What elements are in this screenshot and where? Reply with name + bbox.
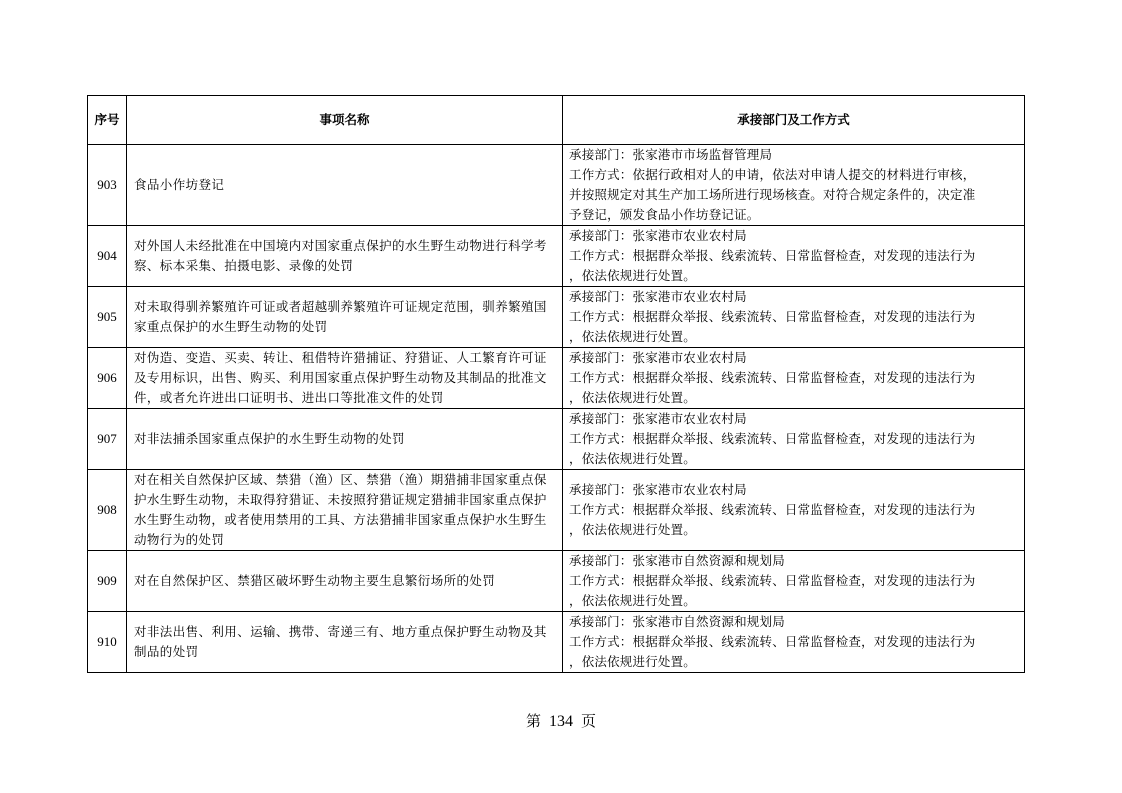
table-body bbox=[88, 145, 1025, 673]
page-number: 134 bbox=[549, 713, 573, 730]
row-item-name: 对在相关自然保护区域、禁猎（渔）区、禁猎（渔）期猎捕非国家重点保护水生野生动物，未取得狩猎证、未按照狩猎证规定猎捕非国家重点保护水生野生动物，或者使用禁用的工具、方法猎捕非国家重点保护水生野生动物行为的处罚 bbox=[127, 470, 563, 551]
row-item-name: 对在自然保护区、禁猎区破坏野生动物主要生息繁衍场所的处罚 bbox=[127, 551, 563, 612]
row-seq: 905 bbox=[88, 287, 127, 348]
table-row bbox=[88, 145, 1025, 226]
row-item-name: 对非法出售、利用、运输、携带、寄递三有、地方重点保护野生动物及其制品的处罚 bbox=[127, 612, 563, 673]
dept-line: 工作方式：根据群众举报、线索流转、日常监督检查，对发现的违法行为 bbox=[569, 634, 976, 649]
row-dept-method bbox=[563, 612, 1025, 673]
row-dept-method bbox=[563, 348, 1025, 409]
table-row bbox=[88, 287, 1025, 348]
dept-line: 并按照规定对其生产加工场所进行现场核查。对符合规定条件的，决定准 bbox=[569, 187, 976, 202]
table-header-row bbox=[88, 96, 1025, 145]
row-dept-method bbox=[563, 226, 1025, 287]
footer-suffix: 页 bbox=[581, 712, 597, 730]
dept-line: 承接部门：张家港市农业农村局 bbox=[569, 289, 747, 304]
footer-prefix: 第 bbox=[525, 712, 541, 730]
row-seq: 909 bbox=[88, 551, 127, 612]
dept-line: 工作方式：根据群众举报、线索流转、日常监督检查，对发现的违法行为 bbox=[569, 309, 976, 324]
table-row bbox=[88, 470, 1025, 551]
dept-line: 承接部门：张家港市自然资源和规划局 bbox=[569, 553, 785, 568]
row-item-name: 对伪造、变造、买卖、转让、租借特许猎捕证、狩猎证、人工繁育许可证及专用标识，出售、购买、利用国家重点保护野生动物及其制品的批准文件，或者允许进出口证明书、进出口等批准文件的处罚 bbox=[127, 348, 563, 409]
table-row bbox=[88, 551, 1025, 612]
header-dept: 承接部门及工作方式 bbox=[563, 96, 1025, 145]
row-seq: 908 bbox=[88, 470, 127, 551]
header-seq: 序号 bbox=[88, 96, 127, 145]
row-item-name: 食品小作坊登记 bbox=[127, 145, 563, 226]
row-dept-method bbox=[563, 145, 1025, 226]
page-footer bbox=[0, 710, 1122, 731]
dept-line: 承接部门：张家港市农业农村局 bbox=[569, 411, 747, 426]
items-table bbox=[87, 95, 1025, 673]
dept-line: ，依法依规进行处置。 bbox=[569, 654, 697, 669]
dept-line: 承接部门：张家港市市场监督管理局 bbox=[569, 147, 773, 162]
row-dept-method bbox=[563, 409, 1025, 470]
dept-line: ，依法依规进行处置。 bbox=[569, 451, 697, 466]
dept-line: 工作方式：根据群众举报、线索流转、日常监督检查，对发现的违法行为 bbox=[569, 431, 976, 446]
row-seq: 910 bbox=[88, 612, 127, 673]
dept-line: 工作方式：依据行政相对人的申请，依法对申请人提交的材料进行审核， bbox=[569, 167, 976, 182]
dept-line: ，依法依规进行处置。 bbox=[569, 593, 697, 608]
table-row bbox=[88, 226, 1025, 287]
dept-line: 予登记，颁发食品小作坊登记证。 bbox=[569, 207, 760, 222]
row-dept-method bbox=[563, 470, 1025, 551]
table-row bbox=[88, 612, 1025, 673]
dept-line: ，依法依规进行处置。 bbox=[569, 522, 697, 537]
table-row bbox=[88, 348, 1025, 409]
dept-line: ，依法依规进行处置。 bbox=[569, 390, 697, 405]
row-item-name: 对外国人未经批准在中国境内对国家重点保护的水生野生动物进行科学考察、标本采集、拍摄电影、录像的处罚 bbox=[127, 226, 563, 287]
dept-line: 工作方式：根据群众举报、线索流转、日常监督检查，对发现的违法行为 bbox=[569, 248, 976, 263]
dept-line: 承接部门：张家港市农业农村局 bbox=[569, 482, 747, 497]
row-seq: 907 bbox=[88, 409, 127, 470]
row-seq: 904 bbox=[88, 226, 127, 287]
dept-line: 工作方式：根据群众举报、线索流转、日常监督检查，对发现的违法行为 bbox=[569, 502, 976, 517]
header-name: 事项名称 bbox=[127, 96, 563, 145]
table-row bbox=[88, 409, 1025, 470]
dept-line: 承接部门：张家港市农业农村局 bbox=[569, 228, 747, 243]
row-seq: 906 bbox=[88, 348, 127, 409]
dept-line: 工作方式：根据群众举报、线索流转、日常监督检查，对发现的违法行为 bbox=[569, 573, 976, 588]
row-seq: 903 bbox=[88, 145, 127, 226]
row-item-name: 对未取得驯养繁殖许可证或者超越驯养繁殖许可证规定范围，驯养繁殖国家重点保护的水生野生动物的处罚 bbox=[127, 287, 563, 348]
dept-line: 承接部门：张家港市自然资源和规划局 bbox=[569, 614, 785, 629]
dept-line: 工作方式：根据群众举报、线索流转、日常监督检查，对发现的违法行为 bbox=[569, 370, 976, 385]
dept-line: 承接部门：张家港市农业农村局 bbox=[569, 350, 747, 365]
row-dept-method bbox=[563, 551, 1025, 612]
row-dept-method bbox=[563, 287, 1025, 348]
dept-line: ，依法依规进行处置。 bbox=[569, 268, 697, 283]
row-item-name: 对非法捕杀国家重点保护的水生野生动物的处罚 bbox=[127, 409, 563, 470]
dept-line: ，依法依规进行处置。 bbox=[569, 329, 697, 344]
